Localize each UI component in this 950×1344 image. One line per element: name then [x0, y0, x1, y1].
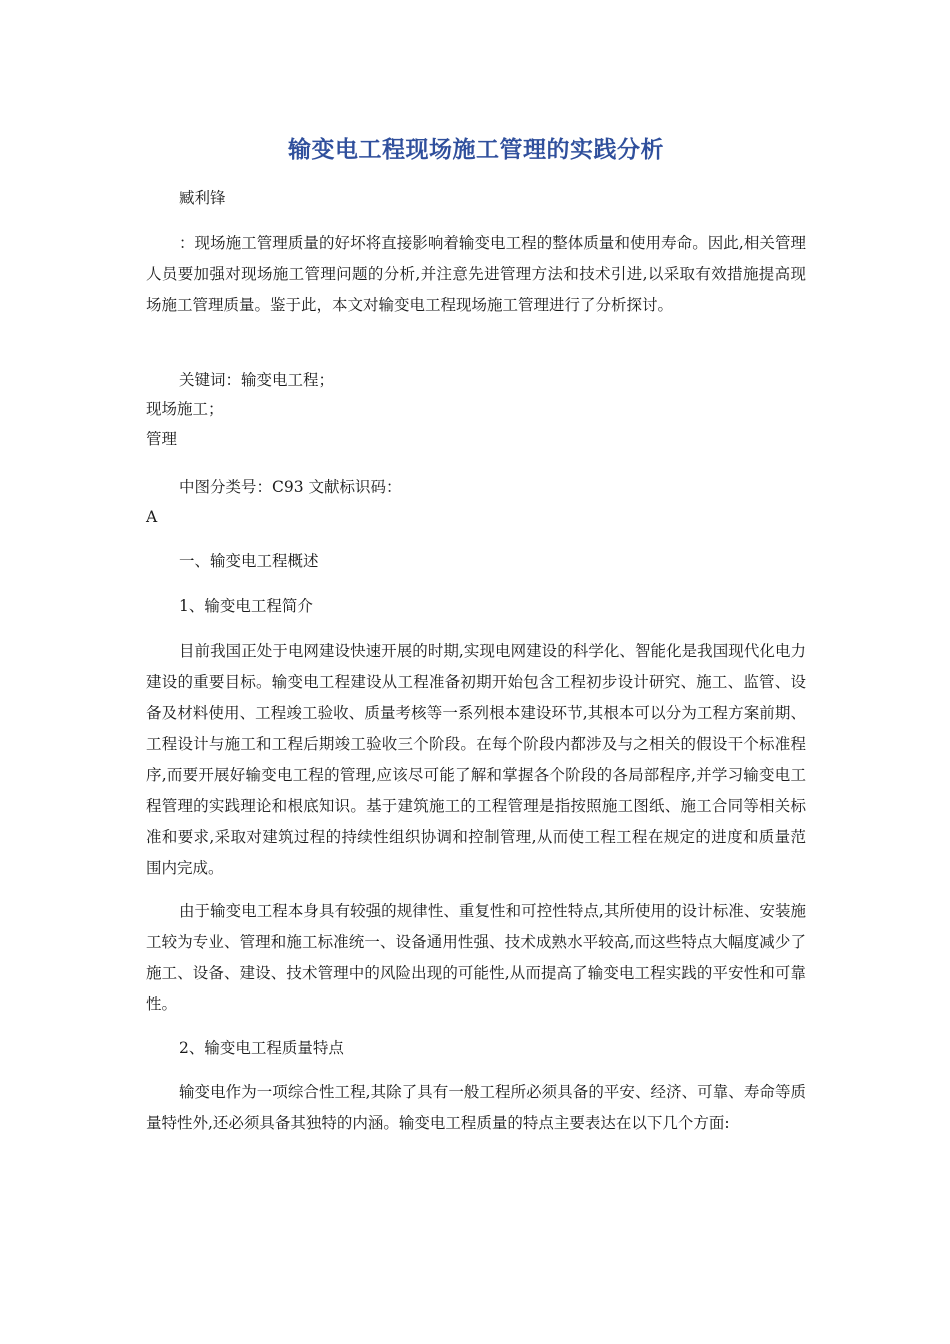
- document-title: 输变电工程现场施工管理的实践分析: [288, 137, 664, 163]
- document-code: A: [146, 508, 158, 526]
- keywords-line: 关键词：输变电工程；: [179, 371, 335, 389]
- body-paragraph-introduction: 目前我国正处于电网建设快速开展的时期,实现电网建设的科学化、智能化是我国现代化电力建设的重要目标。输变电工程建设从工程准备初期开始包含工程初步设计研究、施工、监管、设备及材料使用、工程竣工验收、质量考核等一系列根本建设环节,其根本可以分为工程方案前期、工程设计与施工和工程后期竣工验收三个阶段。在每个阶段内都涉及与之相关的假设干个标准程序,而要开展好输变电工程的管理,应该尽可能了解和掌握各个阶段的各局部程序,并学习输变电工程管理的实践理论和根底知识。基于建筑施工的工程管理是指按照施工图纸、施工合同等相关标准和要求,采取对建筑过程的持续性组织协调和控制管理,从而使工程工程在规定的进度和质量范围内完成。: [146, 642, 806, 877]
- body-paragraph-quality: 输变电作为一项综合性工程,其除了具有一般工程所必须具备的平安、经济、可靠、寿命等质量特性外,还必须具备其独特的内涵。输变电工程质量的特点主要表达在以下几个方面:: [146, 1083, 806, 1132]
- keyword-management: 管理: [146, 430, 178, 448]
- keyword-construction: 现场施工；: [146, 400, 224, 418]
- section-heading-overview: 一、输变电工程概述: [179, 552, 319, 570]
- classification-line: 中图分类号：C93 文献标识码：: [179, 478, 402, 496]
- abstract-paragraph: ：现场施工管理质量的好坏将直接影响着输变电工程的整体质量和使用寿命。因此,相关管理人员要加强对现场施工管理问题的分析,并注意先进管理方法和技术引进,以采取有效措施提高现场施工管理质量。鉴于此，本文对输变电工程现场施工管理进行了分析探讨。: [146, 234, 806, 314]
- subsection-heading-quality: 2、输变电工程质量特点: [179, 1039, 344, 1057]
- body-paragraph-characteristics: 由于输变电工程本身具有较强的规律性、重复性和可控性特点,其所使用的设计标准、安装施工较为专业、管理和施工标准统一、设备通用性强、技术成熟水平较高,而这些特点大幅度减少了施工、设备、建设、技术管理中的风险出现的可能性,从而提高了输变电工程实践的平安性和可靠性。: [146, 902, 806, 1013]
- subsection-heading-introduction: 1、输变电工程简介: [179, 597, 313, 615]
- author-name: 臧利锋: [179, 189, 226, 207]
